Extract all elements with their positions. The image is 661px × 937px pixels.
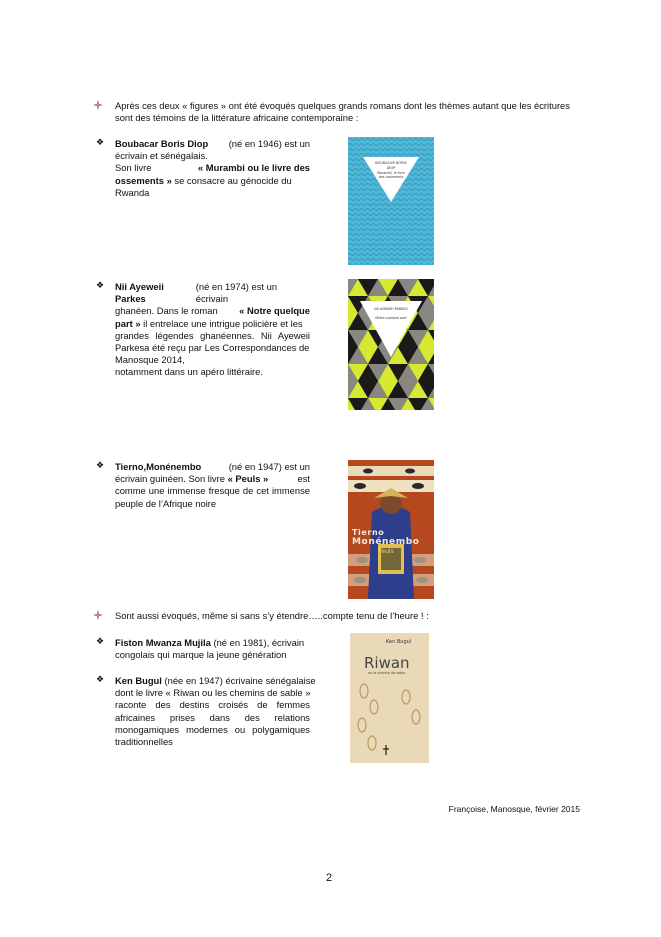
author-name: Nii Ayeweii Parkes [115, 281, 164, 305]
text: Parkesa été reçu par Les Correspondances de [115, 342, 310, 354]
book-title: « Notre quelque [239, 305, 310, 317]
text: africaines prises dans des relations [115, 711, 310, 723]
author-name: Ken Bugul [115, 675, 162, 686]
text: comme une immense fresque de cet immense [115, 485, 310, 497]
text: grandes légendes ghanéennes. Nii Ayeweii [115, 329, 310, 341]
diamond-bullet-icon: ❖ [96, 138, 105, 148]
book-title: « Murambi ou le livre des [197, 162, 310, 174]
intro-line-2: sont des témoins de la littérature africaine contemporaine : [115, 112, 359, 124]
cover-label-triangle [348, 279, 434, 410]
author-name: Fiston Mwanza Mujila [115, 637, 211, 648]
cover-title: Riwan [364, 654, 410, 672]
four-point-star-bullet-icon [93, 610, 103, 620]
cover-author-first: Tierno [352, 528, 385, 537]
text: (né en 1981), écrivain [210, 637, 305, 648]
cover-author-last: Monénembo [352, 537, 420, 547]
text: écrivain et sénégalais. [115, 150, 208, 162]
author-name: Boubacar Boris Diop [115, 138, 209, 149]
book-parkes-paragraph [115, 281, 310, 379]
diamond-bullet-icon: ❖ [96, 461, 105, 471]
text: (née en 1947) écrivaine sénégalaise [161, 675, 316, 686]
fiston-paragraph [115, 637, 310, 661]
text: (né en 1974) est un écrivain [195, 281, 278, 305]
cover-footprints [350, 633, 429, 763]
intro-line-1: Après ces deux « figures » ont été évoqués quelques grands romans dont les thèmes autant que les écritures [115, 100, 570, 111]
book-title: « Peuls » [227, 473, 269, 485]
cover-title: Murambi, le livre des ossements [377, 171, 405, 179]
cover-pattern [348, 137, 434, 265]
text: Son livre [115, 162, 152, 174]
text: écrivain guinéen. Son livre [115, 473, 228, 485]
book-diop-paragraph [115, 138, 310, 199]
diamond-bullet-icon: ❖ [96, 637, 105, 647]
text: Rwanda [115, 186, 150, 198]
book-cover-notre-quelque-part [348, 279, 434, 410]
text: se consacre au génocide du [171, 174, 292, 186]
text: Manosque 2014, [115, 354, 185, 366]
page-number: 2 [326, 872, 333, 884]
also-heading: Sont aussi évoqués, même si sans s’y étendre…..compte tenu de l’heure ! : [115, 610, 429, 621]
bugul-paragraph [115, 675, 316, 748]
text: peuple de l’Afrique noire [115, 497, 217, 509]
text: (né en 1946) est un [228, 138, 310, 149]
cover-author: NII AYIKWEI PARKES [374, 307, 408, 311]
text: monogamiques modernes ou polygamiques [115, 723, 310, 735]
diamond-bullet-icon: ❖ [96, 675, 105, 685]
cover-title: Peuls [378, 548, 394, 555]
book-title: ossements » [115, 174, 172, 186]
text: congolais qui marque la jeune génération [115, 649, 287, 661]
book-monenembo-paragraph [115, 461, 310, 510]
cover-subtitle: ou le chemin de sable [368, 671, 406, 675]
book-cover-murambi [348, 137, 434, 265]
cover-author: Ken Bugul [386, 639, 412, 645]
text: ghanéen. Dans le roman [115, 305, 218, 317]
book-title: part » [115, 317, 141, 329]
author-name: Tierno,Monénembo [115, 461, 202, 472]
diamond-bullet-icon: ❖ [96, 281, 105, 291]
book-cover-riwan [350, 633, 429, 763]
book-cover-peuls [348, 460, 434, 599]
text: est [297, 473, 310, 485]
text: il entrelace une intrigue policière et les [140, 317, 303, 329]
text: notamment dans un apéro littéraire. [115, 366, 263, 378]
intro-paragraph [115, 100, 585, 124]
text: (né en 1947) est un [228, 461, 310, 472]
four-point-star-bullet-icon [93, 100, 103, 110]
cover-author: BOUBACAR BORIS DIOP [375, 161, 407, 170]
signature: Françoise, Manosque, février 2015 [448, 804, 580, 814]
cover-title: Notre quelque part [375, 316, 407, 320]
text: traditionnelles [115, 736, 173, 748]
text: raconte des destins croisés de femmes [115, 699, 310, 711]
text: dont le livre « Riwan ou les chemins de sable » [115, 687, 311, 699]
